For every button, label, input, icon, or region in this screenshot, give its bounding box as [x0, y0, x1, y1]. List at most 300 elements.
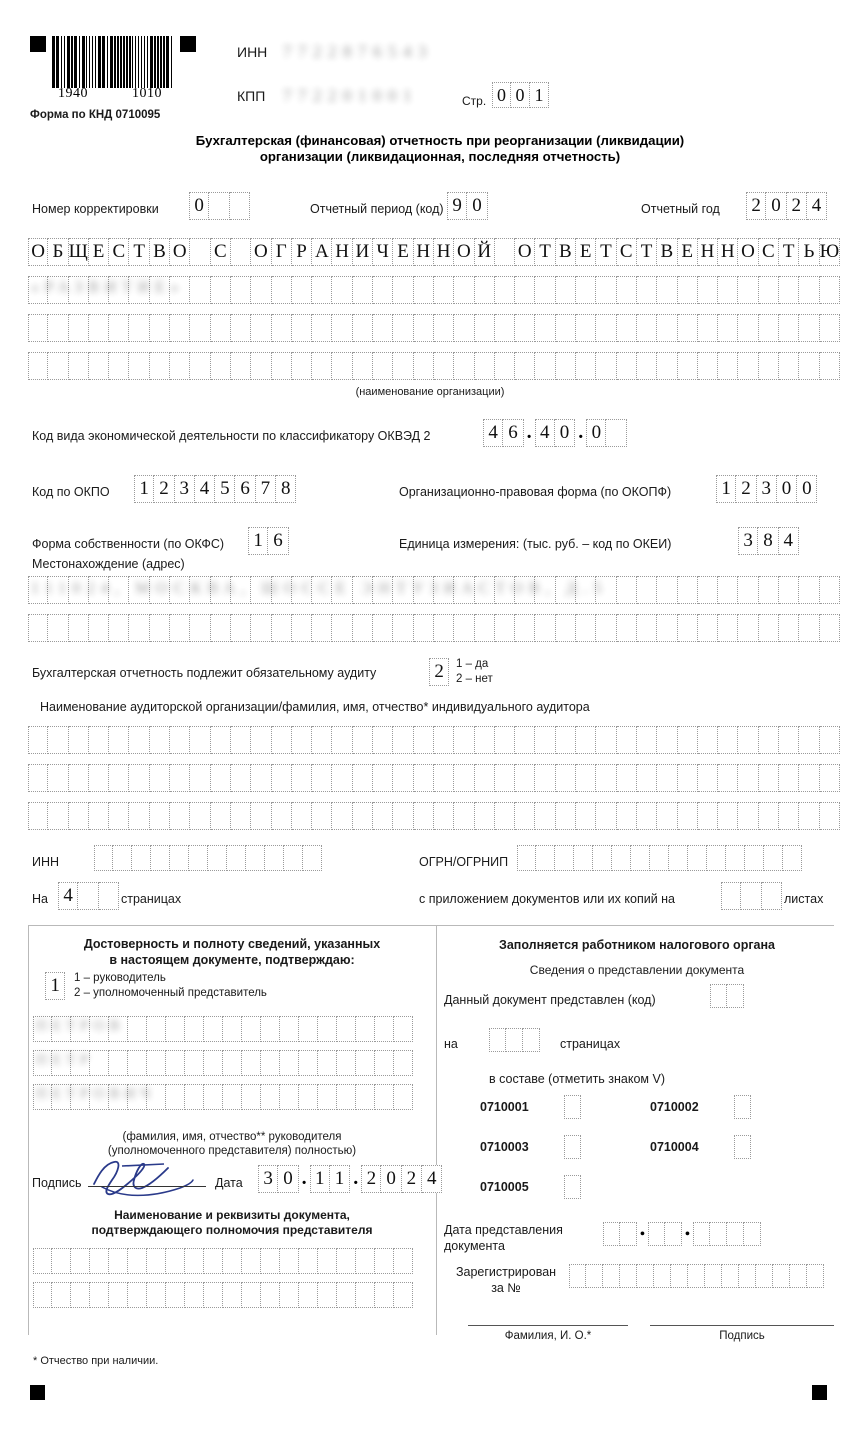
org-row-1-cell-33[interactable]: Е [678, 238, 698, 266]
address-row-1-cell-30[interactable] [617, 576, 637, 604]
okopf-cell-2[interactable]: 2 [736, 475, 756, 503]
org-row-2-cell-26[interactable] [535, 276, 555, 304]
auditor-row-3-cell-34[interactable] [698, 802, 718, 830]
auditor-ogrn-cell-2[interactable] [536, 845, 555, 871]
sign-date-year-cell-2[interactable]: 0 [381, 1165, 401, 1193]
auditor-row-2-cell-5[interactable] [109, 764, 129, 792]
auditor-row-1-cell-35[interactable] [718, 726, 738, 754]
org-row-4-cell-37[interactable] [759, 352, 779, 380]
org-row-1-cell-16[interactable]: Н [332, 238, 352, 266]
auditor-row-1-cell-40[interactable] [820, 726, 840, 754]
auditor-row-3-cell-31[interactable] [637, 802, 657, 830]
auditor-row-2-cell-33[interactable] [678, 764, 698, 792]
org-row-3-cell-30[interactable] [617, 314, 637, 342]
address-row-1-cell-37[interactable] [759, 576, 779, 604]
auditor-row-2-cell-11[interactable] [231, 764, 251, 792]
auditor-row-1-cell-2[interactable] [48, 726, 68, 754]
org-row-3-cell-16[interactable] [332, 314, 352, 342]
address-row-2-cell-7[interactable] [150, 614, 170, 642]
address-row-2-cell-17[interactable] [353, 614, 373, 642]
period-cell-2[interactable]: 0 [467, 192, 487, 220]
auditor-row-2-cell-3[interactable] [69, 764, 89, 792]
signer-name-row-3-cell-16[interactable] [318, 1084, 337, 1110]
org-row-3-cell-6[interactable] [129, 314, 149, 342]
org-row-1-cell-10[interactable]: С [211, 238, 231, 266]
auditor-row-1-cell-12[interactable] [251, 726, 271, 754]
org-row-1-cell-39[interactable]: Ь [799, 238, 819, 266]
pages-cell-3[interactable] [99, 882, 119, 910]
auditor-row-2-cell-12[interactable] [251, 764, 271, 792]
signer-name-row-3-cell-14[interactable] [280, 1084, 299, 1110]
auditor-row-3-cell-4[interactable] [89, 802, 109, 830]
registration-cell-14[interactable] [790, 1264, 807, 1288]
org-row-1-cell-15[interactable]: А [312, 238, 332, 266]
submission-year-cell-4[interactable] [744, 1222, 761, 1246]
org-row-4-cell-5[interactable] [109, 352, 129, 380]
auditor-row-3-cell-9[interactable] [190, 802, 210, 830]
auditor-row-3-cell-38[interactable] [779, 802, 799, 830]
org-row-4-cell-36[interactable] [738, 352, 758, 380]
address-row-2-cell-4[interactable] [89, 614, 109, 642]
org-row-1-cell-35[interactable]: Н [718, 238, 738, 266]
submission-date-month[interactable] [648, 1222, 682, 1248]
sign-date-day-cell-2[interactable]: 0 [278, 1165, 298, 1193]
address-row-2-cell-6[interactable] [129, 614, 149, 642]
auditor-row-1-cell-23[interactable] [475, 726, 495, 754]
auditor-row-2-cell-38[interactable] [779, 764, 799, 792]
org-row-2-cell-17[interactable] [353, 276, 373, 304]
org-row-4-cell-34[interactable] [698, 352, 718, 380]
poa-row-1-cell-7[interactable] [147, 1248, 166, 1274]
org-row-2-cell-13[interactable] [272, 276, 292, 304]
address-row-2-cell-19[interactable] [393, 614, 413, 642]
submitted-code-cell-1[interactable] [710, 984, 727, 1008]
auditor-row-1-cell-31[interactable] [637, 726, 657, 754]
poa-row-2-cell-6[interactable] [128, 1282, 147, 1308]
poa-row-1-cell-1[interactable] [33, 1248, 52, 1274]
org-row-3-cell-2[interactable] [48, 314, 68, 342]
org-row-4-cell-19[interactable] [393, 352, 413, 380]
org-row-4-cell-3[interactable] [69, 352, 89, 380]
pages-cell-2[interactable] [78, 882, 98, 910]
org-row-3-cell-34[interactable] [698, 314, 718, 342]
auditor-row-1-cell-17[interactable] [353, 726, 373, 754]
org-row-2-cell-25[interactable] [515, 276, 535, 304]
org-row-1-cell-6[interactable]: Т [129, 238, 149, 266]
auditor-inn-cell-6[interactable] [189, 845, 208, 871]
year-cell-3[interactable]: 2 [787, 192, 807, 220]
address-row-2-cell-25[interactable] [515, 614, 535, 642]
address-row-1-cell-31[interactable] [637, 576, 657, 604]
org-row-2-cell-18[interactable] [373, 276, 393, 304]
auditor-row-1-cell-21[interactable] [434, 726, 454, 754]
address-row-2-cell-30[interactable] [617, 614, 637, 642]
org-row-2-cell-33[interactable] [678, 276, 698, 304]
address-row-2-cell-23[interactable] [475, 614, 495, 642]
org-row-4-cell-10[interactable] [211, 352, 231, 380]
tax-office-pages-cell-1[interactable] [489, 1028, 506, 1052]
org-row-1-cell-36[interactable]: О [738, 238, 758, 266]
auditor-row-2-cell-32[interactable] [657, 764, 677, 792]
org-row-4-cell-35[interactable] [718, 352, 738, 380]
signer-name-row-1-cell-20[interactable] [394, 1016, 413, 1042]
okved-p3-cell-1[interactable]: 0 [586, 419, 606, 447]
pages-count-cells[interactable] [58, 882, 119, 910]
poa-row-2-cell-20[interactable] [394, 1282, 413, 1308]
auditor-row-3-cell-18[interactable] [373, 802, 393, 830]
auditor-row-3-cell-22[interactable] [454, 802, 474, 830]
auditor-ogrn-cell-10[interactable] [688, 845, 707, 871]
org-row-3-cell-3[interactable] [69, 314, 89, 342]
reporting-year-cells[interactable] [746, 192, 827, 220]
poa-row-2-cell-19[interactable] [375, 1282, 394, 1308]
address-row-1-cell-36[interactable] [738, 576, 758, 604]
org-row-4-cell-8[interactable] [170, 352, 190, 380]
auditor-row-2-cell-15[interactable] [312, 764, 332, 792]
okpo-cell-7[interactable]: 7 [256, 475, 276, 503]
auditor-row-2-cell-20[interactable] [414, 764, 434, 792]
signer-name-row-2-cell-14[interactable] [280, 1050, 299, 1076]
auditor-inn-cell-3[interactable] [132, 845, 151, 871]
org-row-4-cell-31[interactable] [637, 352, 657, 380]
auditor-row-3-cell-5[interactable] [109, 802, 129, 830]
org-row-2-cell-27[interactable] [556, 276, 576, 304]
auditor-row-3-cell-37[interactable] [759, 802, 779, 830]
auditor-ogrn-cell-5[interactable] [593, 845, 612, 871]
auditor-row-3-cell-3[interactable] [69, 802, 89, 830]
org-row-4-cell-1[interactable] [28, 352, 48, 380]
auditor-row-2-cell-27[interactable] [556, 764, 576, 792]
signer-name-row-3-cell-12[interactable] [242, 1084, 261, 1110]
org-row-1-cell-18[interactable]: Ч [373, 238, 393, 266]
auditor-row-3-cell-12[interactable] [251, 802, 271, 830]
signer-name-row-1-cell-14[interactable] [280, 1016, 299, 1042]
org-row-3-cell-22[interactable] [454, 314, 474, 342]
org-row-1-cell-3[interactable]: Щ [69, 238, 89, 266]
org-row-1-cell-4[interactable]: Е [89, 238, 109, 266]
org-row-4-cell-14[interactable] [292, 352, 312, 380]
org-row-4-cell-29[interactable] [596, 352, 616, 380]
org-row-2-cell-19[interactable] [393, 276, 413, 304]
org-row-4-cell-6[interactable] [129, 352, 149, 380]
signer-name-row-2-cell-18[interactable] [356, 1050, 375, 1076]
auditor-row-3-cell-28[interactable] [576, 802, 596, 830]
poa-row-2-cell-4[interactable] [90, 1282, 109, 1308]
okpo-cell-3[interactable]: 3 [175, 475, 195, 503]
org-row-1-cell-17[interactable]: И [353, 238, 373, 266]
auditor-row-2-cell-35[interactable] [718, 764, 738, 792]
org-row-3-cell-31[interactable] [637, 314, 657, 342]
poa-row-2-cell-12[interactable] [242, 1282, 261, 1308]
poa-row-1-cell-18[interactable] [356, 1248, 375, 1274]
org-row-2-cell-35[interactable] [718, 276, 738, 304]
org-row-1-cell-37[interactable]: С [759, 238, 779, 266]
correction-cell-2[interactable] [209, 192, 229, 220]
org-row-1-cell-38[interactable]: Т [779, 238, 799, 266]
auditor-row-3-cell-1[interactable] [28, 802, 48, 830]
attachment-cell-1[interactable] [721, 882, 741, 910]
signer-type-cell-1[interactable]: 1 [45, 972, 65, 1000]
poa-row-1-cell-14[interactable] [280, 1248, 299, 1274]
org-row-2-cell-12[interactable] [251, 276, 271, 304]
org-row-1-cell-25[interactable]: О [515, 238, 535, 266]
org-row-4-cell-15[interactable] [312, 352, 332, 380]
auditor-ogrn-cell-6[interactable] [612, 845, 631, 871]
auditor-row-3-cell-39[interactable] [799, 802, 819, 830]
address-row-2-cell-21[interactable] [434, 614, 454, 642]
okved-part-2[interactable] [535, 419, 576, 447]
auditor-ogrn-cell-11[interactable] [707, 845, 726, 871]
submission-date-day[interactable] [603, 1222, 637, 1248]
address-row-2-cell-5[interactable] [109, 614, 129, 642]
auditor-ogrn-cell-4[interactable] [574, 845, 593, 871]
sign-date-day-cell-1[interactable]: 3 [258, 1165, 278, 1193]
org-row-3-cell-27[interactable] [556, 314, 576, 342]
address-row-2-cell-32[interactable] [657, 614, 677, 642]
auditor-row-1-cell-4[interactable] [89, 726, 109, 754]
org-row-3-cell-33[interactable] [678, 314, 698, 342]
sign-date-year-cell-3[interactable]: 2 [402, 1165, 422, 1193]
signer-name-row-2-cell-16[interactable] [318, 1050, 337, 1076]
correction-number-cells[interactable] [189, 192, 250, 220]
org-row-3-cell-14[interactable] [292, 314, 312, 342]
org-row-3-cell-28[interactable] [576, 314, 596, 342]
auditor-row-3-cell-15[interactable] [312, 802, 332, 830]
org-row-1-cell-9[interactable] [190, 238, 210, 266]
correction-cell-1[interactable]: 0 [189, 192, 209, 220]
org-row-1-cell-40[interactable]: Ю [820, 238, 840, 266]
okei-cell-2[interactable]: 8 [758, 527, 778, 555]
org-row-1-cell-2[interactable]: Б [48, 238, 68, 266]
okpo-cell-5[interactable]: 5 [215, 475, 235, 503]
auditor-row-1-cell-25[interactable] [515, 726, 535, 754]
auditor-row-2-cell-7[interactable] [150, 764, 170, 792]
org-row-4-cell-17[interactable] [353, 352, 373, 380]
submission-year-cell-3[interactable] [727, 1222, 744, 1246]
auditor-row-1-cell-27[interactable] [556, 726, 576, 754]
auditor-row-2-cell-40[interactable] [820, 764, 840, 792]
signer-name-row-3-cell-13[interactable] [261, 1084, 280, 1110]
auditor-row-2-cell-4[interactable] [89, 764, 109, 792]
org-row-3-cell-8[interactable] [170, 314, 190, 342]
poa-row-2-cell-3[interactable] [71, 1282, 90, 1308]
org-row-2-cell-28[interactable] [576, 276, 596, 304]
okopf-cell-5[interactable]: 0 [797, 475, 817, 503]
auditor-row-2-cell-21[interactable] [434, 764, 454, 792]
poa-row-1-cell-13[interactable] [261, 1248, 280, 1274]
sign-date-month-cell-2[interactable]: 1 [330, 1165, 350, 1193]
auditor-row-3-cell-2[interactable] [48, 802, 68, 830]
address-row-2-cell-13[interactable] [272, 614, 292, 642]
signer-name-row-2-cell-17[interactable] [337, 1050, 356, 1076]
auditor-row-3-cell-24[interactable] [495, 802, 515, 830]
signer-name-row-3-cell-19[interactable] [375, 1084, 394, 1110]
address-row-2-cell-3[interactable] [69, 614, 89, 642]
org-row-2-cell-40[interactable] [820, 276, 840, 304]
poa-row-2-cell-18[interactable] [356, 1282, 375, 1308]
poa-row-2-cell-1[interactable] [33, 1282, 52, 1308]
auditor-ogrn-cell-14[interactable] [764, 845, 783, 871]
okopf-cell-1[interactable]: 1 [716, 475, 736, 503]
signer-name-row-3-cell-9[interactable] [185, 1084, 204, 1110]
org-row-3-cell-40[interactable] [820, 314, 840, 342]
signer-name-row-3-cell-8[interactable] [166, 1084, 185, 1110]
address-row-2-cell-34[interactable] [698, 614, 718, 642]
year-cell-1[interactable]: 2 [746, 192, 766, 220]
auditor-row-1-cell-28[interactable] [576, 726, 596, 754]
address-row-2-cell-9[interactable] [190, 614, 210, 642]
signer-name-row-1-cell-13[interactable] [261, 1016, 280, 1042]
form-checkbox-0710005[interactable] [564, 1175, 581, 1199]
auditor-row-3-cell-20[interactable] [414, 802, 434, 830]
address-row-1-cell-33[interactable] [678, 576, 698, 604]
org-row-1-cell-34[interactable]: Н [698, 238, 718, 266]
org-row-4-cell-25[interactable] [515, 352, 535, 380]
org-row-1-cell-13[interactable]: Г [272, 238, 292, 266]
poa-row-2-cell-8[interactable] [166, 1282, 185, 1308]
org-row-3-cell-23[interactable] [475, 314, 495, 342]
auditor-row-2-cell-28[interactable] [576, 764, 596, 792]
org-row-4-cell-27[interactable] [556, 352, 576, 380]
org-row-3-cell-36[interactable] [738, 314, 758, 342]
poa-row-1-cell-10[interactable] [204, 1248, 223, 1274]
okei-cells[interactable] [738, 527, 799, 555]
signer-name-row-1-cell-17[interactable] [337, 1016, 356, 1042]
poa-row-1-cell-19[interactable] [375, 1248, 394, 1274]
okfs-cell-1[interactable]: 1 [248, 527, 268, 555]
auditor-row-1-cell-9[interactable] [190, 726, 210, 754]
poa-row-1-cell-12[interactable] [242, 1248, 261, 1274]
signer-name-row-1-cell-19[interactable] [375, 1016, 394, 1042]
signer-name-row-1-cell-11[interactable] [223, 1016, 242, 1042]
auditor-ogrn-cell-3[interactable] [555, 845, 574, 871]
auditor-row-2-cell-24[interactable] [495, 764, 515, 792]
registration-cell-15[interactable] [807, 1264, 824, 1288]
address-row-2-cell-22[interactable] [454, 614, 474, 642]
signer-name-row-2-cell-5[interactable] [109, 1050, 128, 1076]
registration-cell-3[interactable] [603, 1264, 620, 1288]
auditor-row-1-cell-24[interactable] [495, 726, 515, 754]
signer-name-row-1-cell-9[interactable] [185, 1016, 204, 1042]
address-row-2-cell-31[interactable] [637, 614, 657, 642]
registration-cell-5[interactable] [637, 1264, 654, 1288]
page-number-cells[interactable] [492, 82, 549, 108]
org-row-4-cell-22[interactable] [454, 352, 474, 380]
signer-name-row-3-cell-20[interactable] [394, 1084, 413, 1110]
org-row-1-cell-7[interactable]: В [150, 238, 170, 266]
org-row-2-cell-24[interactable] [495, 276, 515, 304]
auditor-row-3-cell-21[interactable] [434, 802, 454, 830]
org-row-4-cell-18[interactable] [373, 352, 393, 380]
org-row-2-cell-34[interactable] [698, 276, 718, 304]
org-row-4-cell-11[interactable] [231, 352, 251, 380]
poa-row-2-cell-11[interactable] [223, 1282, 242, 1308]
org-row-2-cell-15[interactable] [312, 276, 332, 304]
signature-date-month[interactable] [310, 1165, 351, 1193]
auditor-inn-cells[interactable] [94, 845, 322, 871]
address-row-2-cell-24[interactable] [495, 614, 515, 642]
auditor-row-2-cell-23[interactable] [475, 764, 495, 792]
auditor-row-1-cell-8[interactable] [170, 726, 190, 754]
okved-p1-cell-2[interactable]: 6 [503, 419, 523, 447]
registration-cell-1[interactable] [569, 1264, 586, 1288]
registration-cell-6[interactable] [654, 1264, 671, 1288]
signer-type-cells[interactable] [45, 972, 65, 1000]
org-row-3-cell-29[interactable] [596, 314, 616, 342]
address-row-1-cell-40[interactable] [820, 576, 840, 604]
poa-row-1-cell-3[interactable] [71, 1248, 90, 1274]
submission-date-group[interactable] [603, 1222, 761, 1248]
org-row-4-cell-12[interactable] [251, 352, 271, 380]
poa-row-2-cell-13[interactable] [261, 1282, 280, 1308]
auditor-row-1-cell-19[interactable] [393, 726, 413, 754]
submitted-code-cell-2[interactable] [727, 984, 744, 1008]
audit-required-cells[interactable] [429, 658, 449, 686]
okpo-cell-1[interactable]: 1 [134, 475, 154, 503]
signer-name-row-1-cell-6[interactable] [128, 1016, 147, 1042]
org-row-1-cell-11[interactable] [231, 238, 251, 266]
auditor-row-1-cell-18[interactable] [373, 726, 393, 754]
address-row-2-cell-12[interactable] [251, 614, 271, 642]
org-row-3-cell-37[interactable] [759, 314, 779, 342]
auditor-row-3-cell-32[interactable] [657, 802, 677, 830]
org-row-1-cell-20[interactable]: Н [414, 238, 434, 266]
poa-row-1-cell-17[interactable] [337, 1248, 356, 1274]
address-row-2-cell-11[interactable] [231, 614, 251, 642]
auditor-row-1-cell-13[interactable] [272, 726, 292, 754]
auditor-row-1-cell-39[interactable] [799, 726, 819, 754]
poa-row-2-cell-7[interactable] [147, 1282, 166, 1308]
auditor-name-row-2[interactable] [28, 764, 840, 792]
signature-date-year[interactable] [361, 1165, 442, 1193]
poa-row-2-cell-16[interactable] [318, 1282, 337, 1308]
auditor-row-1-cell-15[interactable] [312, 726, 332, 754]
auditor-row-3-cell-23[interactable] [475, 802, 495, 830]
signer-name-row-3-cell-17[interactable] [337, 1084, 356, 1110]
auditor-inn-cell-5[interactable] [170, 845, 189, 871]
org-row-3-cell-25[interactable] [515, 314, 535, 342]
org-row-3-cell-10[interactable] [211, 314, 231, 342]
org-row-2-cell-14[interactable] [292, 276, 312, 304]
signer-name-row-2-cell-19[interactable] [375, 1050, 394, 1076]
form-checkbox-0710001[interactable] [564, 1095, 581, 1119]
auditor-inn-cell-1[interactable] [94, 845, 113, 871]
auditor-row-3-cell-6[interactable] [129, 802, 149, 830]
org-row-3-cell-21[interactable] [434, 314, 454, 342]
address-row-1-cell-35[interactable] [718, 576, 738, 604]
auditor-row-2-cell-29[interactable] [596, 764, 616, 792]
org-row-1-cell-29[interactable]: Т [596, 238, 616, 266]
org-row-1-cell-27[interactable]: В [556, 238, 576, 266]
org-row-3-cell-13[interactable] [272, 314, 292, 342]
auditor-row-3-cell-40[interactable] [820, 802, 840, 830]
auditor-row-2-cell-6[interactable] [129, 764, 149, 792]
poa-row-1-cell-8[interactable] [166, 1248, 185, 1274]
org-row-3-cell-35[interactable] [718, 314, 738, 342]
auditor-row-2-cell-26[interactable] [535, 764, 555, 792]
registration-cell-11[interactable] [739, 1264, 756, 1288]
page-cell-3[interactable]: 1 [530, 82, 549, 108]
auditor-row-1-cell-16[interactable] [332, 726, 352, 754]
address-row-2-cell-36[interactable] [738, 614, 758, 642]
registration-cell-7[interactable] [671, 1264, 688, 1288]
attachment-cell-2[interactable] [741, 882, 761, 910]
org-row-4-cell-38[interactable] [779, 352, 799, 380]
auditor-row-3-cell-27[interactable] [556, 802, 576, 830]
document-submitted-code-cells[interactable] [710, 984, 744, 1008]
auditor-row-2-cell-14[interactable] [292, 764, 312, 792]
auditor-name-row-3[interactable] [28, 802, 840, 830]
